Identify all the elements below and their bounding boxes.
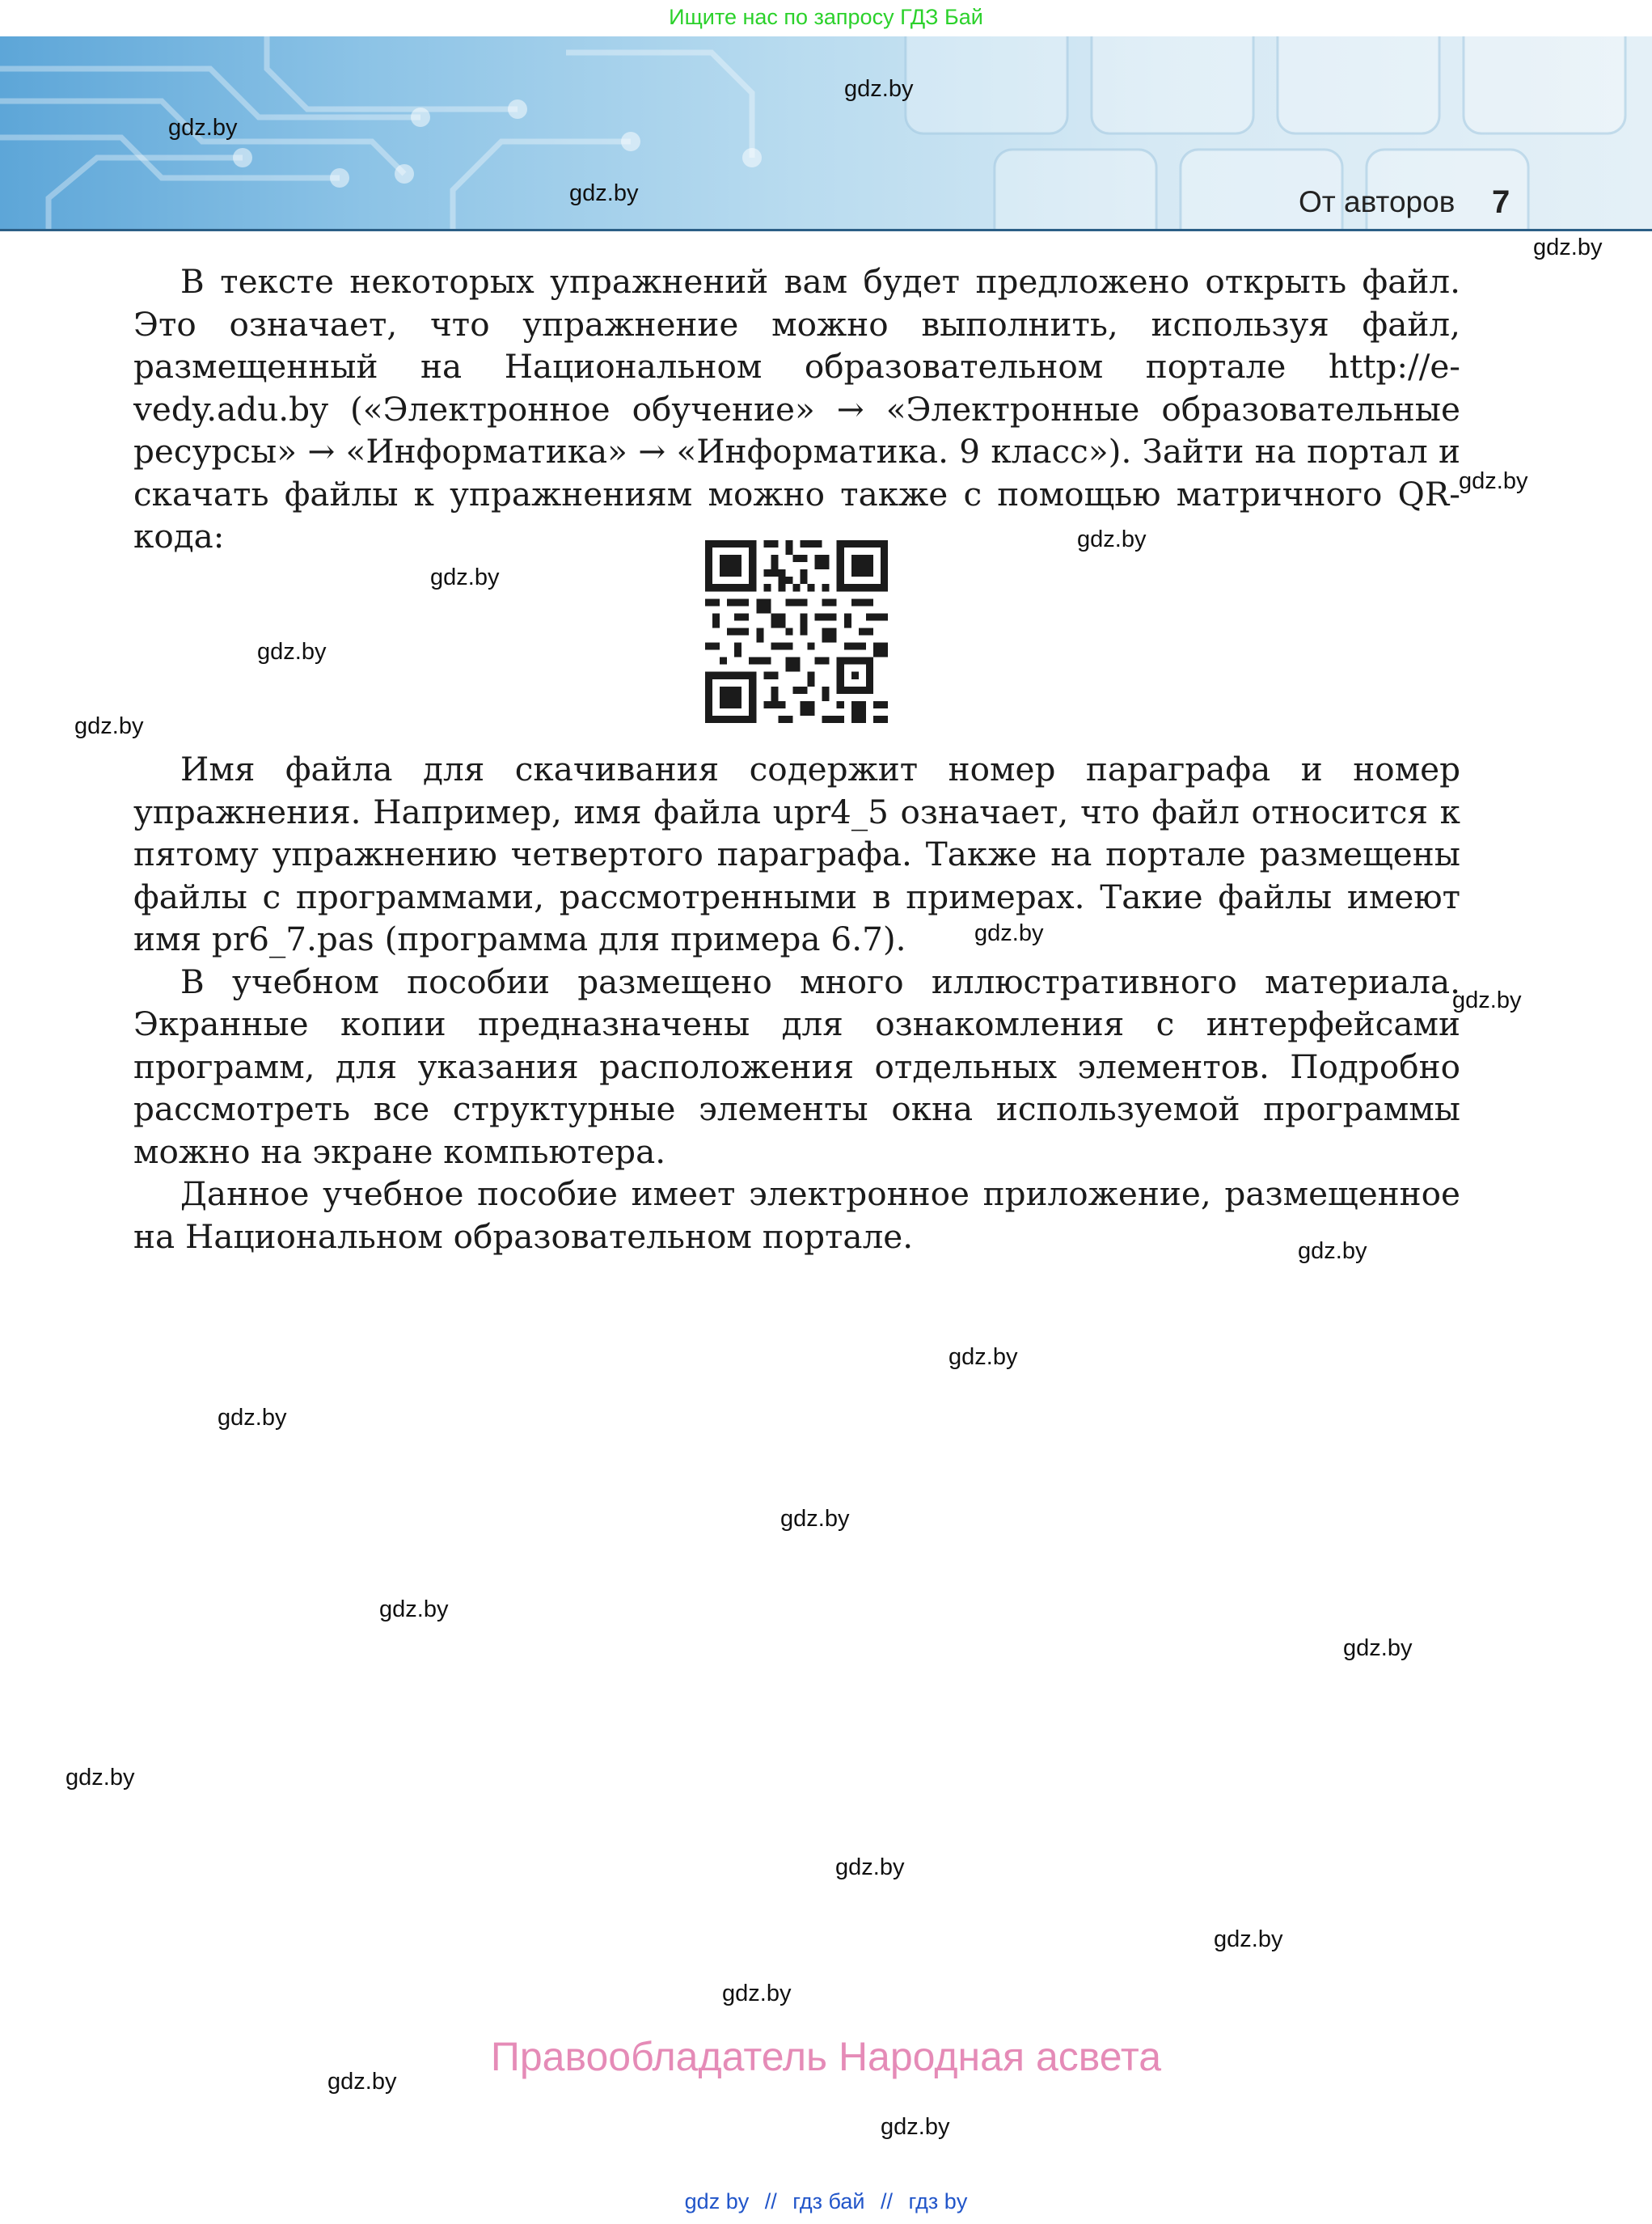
watermark: gdz.by — [430, 564, 500, 590]
watermark: gdz.by — [168, 115, 238, 141]
qr-code — [705, 540, 888, 723]
watermark: gdz.by — [65, 1765, 135, 1791]
watermark: gdz.by — [74, 713, 144, 739]
page-number: 7 — [1492, 184, 1510, 220]
footer-separator: // — [881, 2189, 894, 2213]
watermark: gdz.by — [844, 76, 914, 102]
section-title: От авторов — [1299, 185, 1456, 218]
footer-link-gdz-by-cyr[interactable]: гдз by — [908, 2189, 968, 2213]
watermark: gdz.by — [835, 1854, 905, 1880]
paragraph: Данное учебное пособие имеет электронное приложение, размещенное на Национальном образовательном портале. — [133, 1174, 1460, 1256]
paragraph: Имя файла для скачивания содержит номер параграфа и номер упражнения. Например, имя файла upr4_5 означает, что файл относится к пятому упражнению четвертого параграфа. Также на портале размещены файлы с программами, рассмотренными в примерах. Такие файлы имеют имя pr6_7.pas (программа для примера 6.7). — [133, 750, 1460, 958]
footer-separator: // — [764, 2189, 777, 2213]
watermark: gdz.by — [1452, 987, 1522, 1013]
search-hint-banner: Ищите нас по запросу ГДЗ Бай — [669, 5, 983, 29]
watermark: gdz.by — [1214, 1926, 1283, 1952]
header-rule — [0, 229, 1652, 231]
watermark: gdz.by — [881, 2114, 950, 2140]
watermark: gdz.by — [327, 2069, 397, 2095]
paragraph: В учебном пособии размещено много иллюстративного материала. Экранные копии предназначены для ознакомления с интерфейсами программ, для указания расположения отдельных элементов. Подробно рассмотреть все структурные элементы окна используемой программы можно на экране компьютера. — [133, 962, 1460, 1171]
watermark: gdz.by — [379, 1596, 449, 1622]
footer-links — [0, 2187, 1652, 2216]
watermark: gdz.by — [569, 180, 639, 206]
watermark: gdz.by — [1533, 235, 1603, 260]
watermark: gdz.by — [257, 639, 327, 665]
watermark: gdz.by — [974, 920, 1044, 946]
paragraph: В тексте некоторых упражнений вам будет предложено открыть файл. Это означает, что упражнение можно выполнить, используя файл, размещенный на Национальном образовательном портале http://e-vedy.adu.by («Электронное обучение» → «Электронные образовательные ресурсы» → «Информатика» → «Информатика. 9 класс»). Зайти на портал и скачать файлы к упражнениям можно также с помощью матричного QR-кода: — [133, 262, 1460, 556]
watermark: gdz.by — [1298, 1238, 1367, 1264]
watermark: gdz.by — [780, 1506, 850, 1532]
watermark: gdz.by — [949, 1344, 1018, 1370]
watermark: gdz.by — [218, 1405, 287, 1431]
watermark: gdz.by — [722, 1981, 792, 2006]
rights-holder-notice: Правообладатель Народная асвета — [490, 2034, 1162, 2079]
footer-link-gdz-bai[interactable]: гдз бай — [792, 2189, 865, 2213]
text-block-intro — [133, 260, 1460, 558]
text-block-files — [133, 748, 1460, 1258]
footer-link-gdz-by[interactable]: gdz by — [684, 2189, 750, 2213]
watermark: gdz.by — [1343, 1635, 1413, 1661]
watermark: gdz.by — [1077, 526, 1147, 552]
watermark: gdz.by — [1459, 468, 1528, 494]
